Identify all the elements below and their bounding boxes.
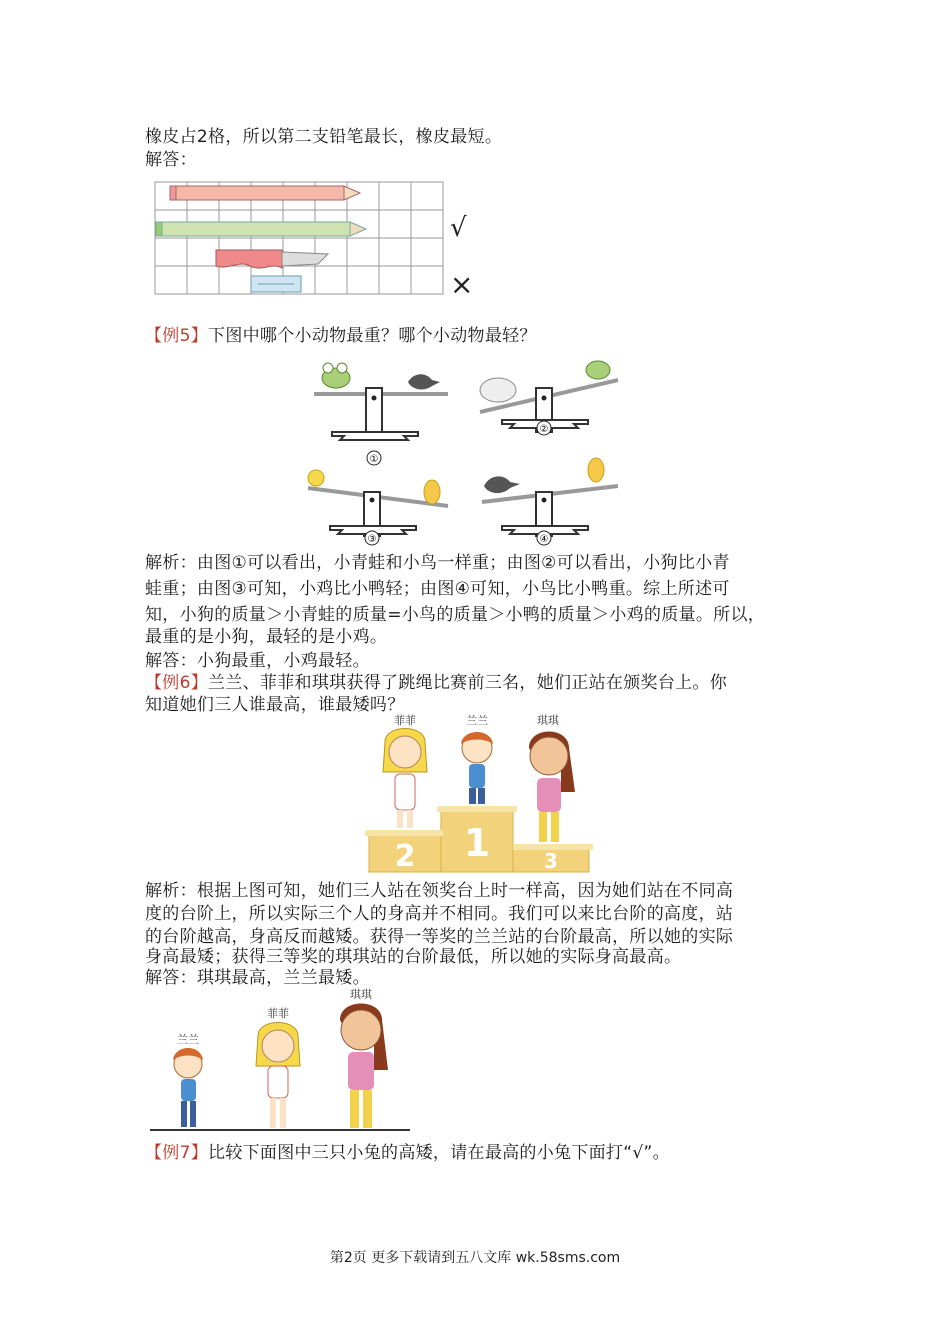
podium-number: 1 [463,821,491,865]
podium-name: 兰兰 [466,714,488,727]
text-line: 知，小狗的质量＞小青蛙的质量=小鸟的质量＞小鸭的质量＞小鸡的质量。所以， [145,605,766,625]
child-name: 兰兰 [177,1033,199,1046]
girl-lanlan [173,1048,203,1127]
example-question: 下图中哪个小动物最重？哪个小动物最轻？ [208,326,537,346]
balance-1 [314,363,448,465]
girl-lanlan [461,732,493,804]
text-line: 最重的是小狗，最轻的是小鸡。 [145,627,388,647]
balance-3 [308,470,448,545]
example-tag: 【例7】 [145,1143,209,1163]
text-line: 知道她们三人谁最高，谁最矮吗？ [145,695,405,715]
balance-figure [300,352,640,547]
girl-qiqi [340,1004,388,1129]
text-line: 蛙重；由图③可知，小鸡比小鸭轻；由图④可知，小鸟比小鸭重。综上所述可 [145,579,730,599]
example-tag: 【例5】 [145,326,209,346]
girl-feifei [256,1023,300,1129]
check-mark: √ [450,213,467,243]
balance-label: ① [369,454,379,465]
text-line: 的台阶越高，身高反而越矮。获得一等奖的兰兰站的台阶最高，所以她的实际 [145,927,734,947]
cross-mark: × [450,268,474,300]
text-line: 身高最矮；获得三等奖的琪琪站的台阶最低，所以她的实际身高最高。 [145,947,682,967]
example-7-title [145,1142,670,1164]
text-line: 解答： [145,150,197,170]
podium-figure [365,712,595,877]
balance-2 [480,361,618,435]
pencil-2 [156,222,366,236]
child-name: 琪琪 [350,988,372,1001]
example-question: 比较下面图中三只小兔的高矮，请在最高的小兔下面打“√”。 [208,1143,670,1163]
girl-feifei [383,729,427,829]
pencil-1 [170,186,360,200]
text-line: 度的台阶上，所以实际三个人的身高并不相同。我们可以来比台阶的高度，站 [145,904,734,924]
balance-label: ④ [539,534,549,545]
podium-number: 3 [544,849,558,873]
text-line: 解答：小狗最重，小鸡最轻。 [145,651,370,671]
podium-number: 2 [394,839,416,874]
eraser [251,276,301,292]
height-comparison-figure [150,984,415,1134]
balance-label: ③ [367,534,377,545]
girl-qiqi [529,732,575,843]
balance-label: ② [539,424,549,435]
text-line: 橡皮占2格，所以第二支铅笔最长，橡皮最短。 [145,127,503,147]
text-line: 解析：由图①可以看出，小青蛙和小鸟一样重；由图②可以看出，小狗比小青 [145,553,730,573]
podium-name: 琪琪 [537,714,559,727]
example-question: 兰兰、菲菲和琪琪获得了跳绳比赛前三名，她们正站在颁奖台上。你 [208,673,728,693]
text-line: 解答：琪琪最高，兰兰最矮。 [145,968,370,988]
podium-name: 菲菲 [394,714,416,727]
child-name: 菲菲 [267,1007,289,1020]
pen-knife [216,250,328,268]
page-footer: 第2页 更多下载请到五八文库 wk.58sms.com [329,1250,621,1266]
pencil-grid-figure [150,178,490,300]
example-6-title [145,672,727,694]
balance-4 [482,458,618,545]
example-5-title [145,325,537,347]
example-tag: 【例6】 [145,673,209,693]
text-line: 解析：根据上图可知，她们三人站在领奖台上时一样高，因为她们站在不同高 [145,881,734,901]
